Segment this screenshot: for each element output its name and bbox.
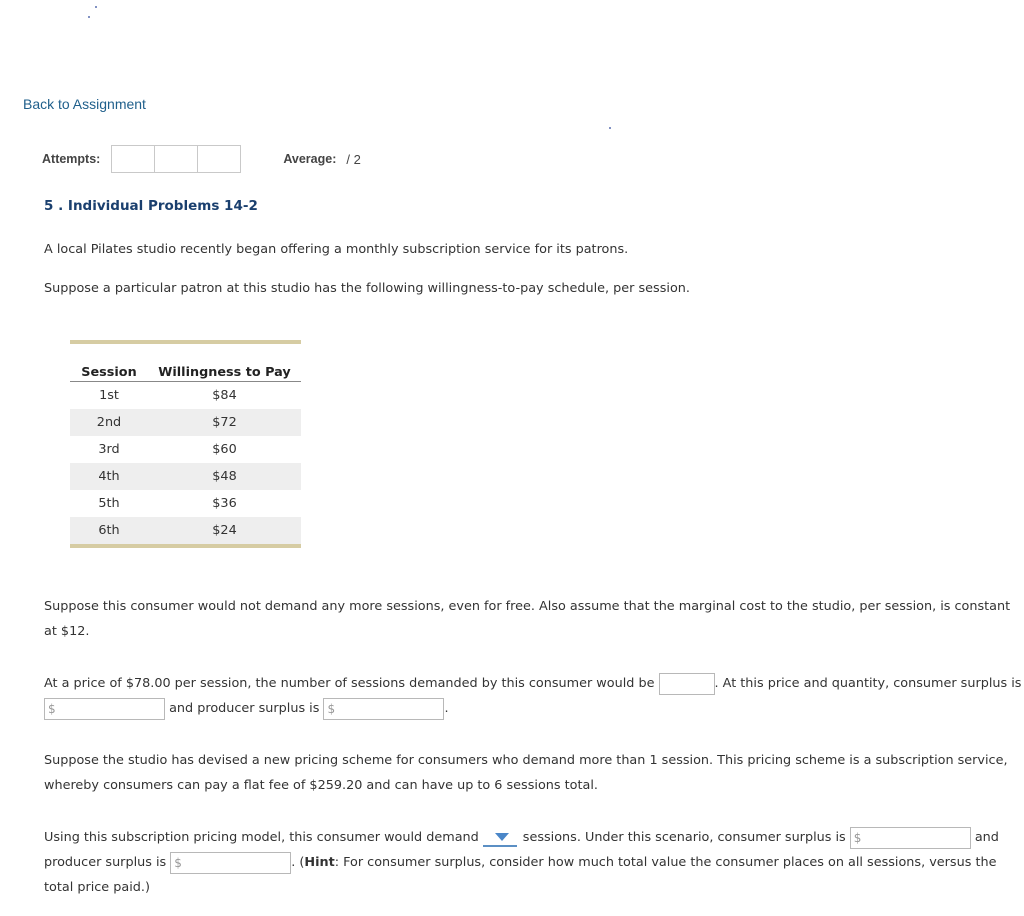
question-two: [44, 825, 1024, 900]
pricing-scheme-paragraph: Suppose the studio has devised a new pricing scheme for consumers who demand more than 1 session. This pricing scheme is a subscription service, whereby consumers can pay a flat fee of $259.20 and can have up to 6 sessions total.: [44, 753, 1008, 793]
question-text: . (: [291, 855, 305, 870]
table-row: [70, 463, 301, 490]
subscription-producer-surplus-input[interactable]: $: [170, 852, 291, 874]
problem-title: 5 . Individual Problems 14-2: [44, 198, 258, 214]
decorative-dot: [88, 16, 90, 18]
session-cell: 5th: [98, 496, 120, 511]
attempts-indicator: [111, 145, 241, 173]
wtp-cell: $84: [212, 388, 237, 403]
question-text: . At this price and quantity, consumer surplus is: [714, 676, 1022, 691]
wtp-cell: $72: [148, 409, 301, 436]
willingness-to-pay-table: [70, 340, 301, 548]
average-value: / 2: [346, 151, 361, 167]
chevron-down-icon: [495, 833, 509, 841]
attempts-row: [42, 145, 361, 173]
question-text: sessions. Under this scenario, consumer surplus is: [522, 830, 850, 845]
intro-paragraph: Suppose a particular patron at this studio has the following willingness-to-pay schedule, per session.: [44, 281, 690, 296]
question-text: and producer surplus is: [44, 830, 999, 870]
table-header-wtp: Willingness to Pay: [148, 342, 301, 382]
assumption-paragraph: Suppose this consumer would not demand any more sessions, even for free. Also assume that the marginal cost to the studio, per session, is constant at $12.: [44, 599, 1011, 639]
table-row: [70, 409, 301, 436]
intro-paragraph: A local Pilates studio recently began offering a monthly subscription service for its patrons.: [44, 242, 629, 257]
average-label: Average:: [283, 152, 337, 166]
attempt-box: [198, 146, 240, 172]
question-text: At a price of $78.00 per session, the number of sessions demanded by this consumer would be: [44, 676, 659, 691]
subscription-consumer-surplus-input[interactable]: $: [850, 827, 971, 849]
table-row: [70, 517, 301, 546]
question-text: and producer surplus is: [165, 701, 324, 716]
session-cell: 1st: [99, 388, 119, 403]
sessions-dropdown[interactable]: [483, 829, 517, 847]
session-cell: 4th: [70, 463, 148, 490]
table-row: [70, 382, 301, 410]
session-cell: 3rd: [98, 442, 120, 457]
wtp-cell: $48: [148, 463, 301, 490]
question-text: .: [444, 701, 449, 716]
session-cell: 6th: [70, 517, 148, 546]
table-row: [70, 436, 301, 463]
wtp-cell: $24: [148, 517, 301, 546]
attempt-box: [112, 146, 155, 172]
consumer-surplus-input[interactable]: $: [44, 698, 165, 720]
hint-text: : For consumer surplus, consider how much total value the consumer places on all sessions, versus the total price paid.): [44, 855, 997, 895]
sessions-demanded-input[interactable]: [659, 673, 715, 695]
hint-label: Hint: [304, 855, 335, 870]
decorative-dot: [609, 127, 611, 129]
table-row: [70, 490, 301, 517]
attempts-label: Attempts:: [42, 152, 101, 166]
question-text: Using this subscription pricing model, this consumer would demand: [44, 830, 479, 845]
decorative-dot: [95, 6, 97, 8]
question-one: [44, 671, 1024, 721]
attempt-box: [155, 146, 198, 172]
producer-surplus-input[interactable]: $: [323, 698, 444, 720]
session-cell: 2nd: [70, 409, 148, 436]
table-header-session: Session: [70, 342, 148, 382]
wtp-cell: $60: [212, 442, 237, 457]
back-to-assignment-link[interactable]: Back to Assignment: [23, 96, 146, 112]
wtp-cell: $36: [212, 496, 237, 511]
